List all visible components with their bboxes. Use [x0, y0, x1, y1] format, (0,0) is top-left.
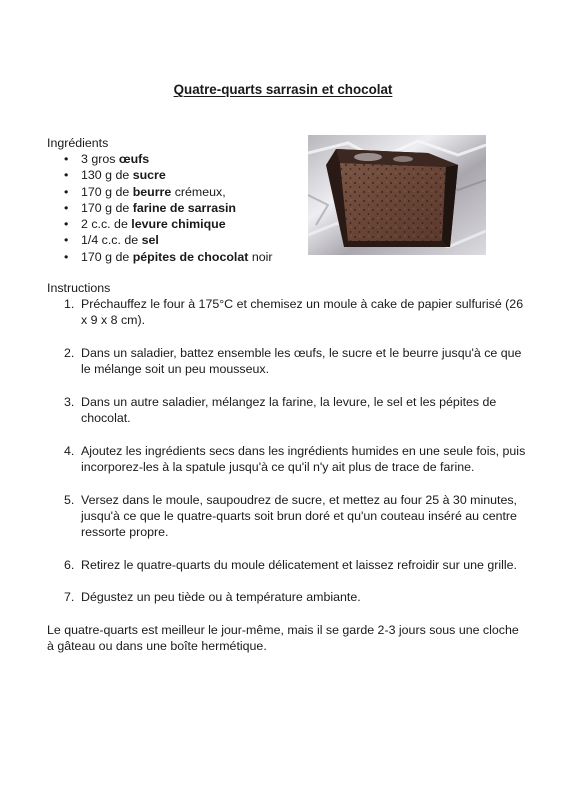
- ingredient-item: • 3 gros œufs: [47, 151, 272, 167]
- ingredients-list: [47, 151, 272, 265]
- instruction-step: 5. Versez dans le moule, saupoudrez de sucre, et mettez au four 25 à 30 minutes, jusqu'à ce que le quatre-quarts soit brun doré et qu'un couteau inséré au centre ressorte propre.: [64, 492, 517, 540]
- instruction-step: 4. Ajoutez les ingrédients secs dans les ingrédients humides en une seule fois, puis incorporez-les à la spatule jusqu'à ce qu'il n'y ait plus de trace de farine.: [64, 443, 526, 474]
- cake-slice-photo: [308, 135, 486, 255]
- instruction-step: 7. Dégustez un peu tiède ou à température ambiante.: [64, 590, 361, 605]
- closing-note: Le quatre-quarts est meilleur le jour-même, mais il se garde 2-3 jours sous une cloche à gâteau ou dans une boîte hermétique.: [47, 623, 519, 654]
- ingredient-item: • 2 c.c. de levure chimique: [47, 216, 272, 232]
- cake-slice-illustration: [308, 135, 486, 255]
- instructions-list: [47, 296, 527, 622]
- ingredient-item: • 1/4 c.c. de sel: [47, 232, 272, 248]
- ingredient-item: • 170 g de farine de sarrasin: [47, 200, 272, 216]
- ingredients-heading: Ingrédients: [47, 136, 109, 150]
- instruction-step: 6. Retirez le quatre-quarts du moule délicatement et laissez refroidir sur une grille.: [64, 557, 517, 572]
- instructions-heading: Instructions: [47, 281, 111, 295]
- ingredient-item: • 170 g de pépites de chocolat noir: [47, 249, 272, 265]
- instruction-step: 2. Dans un saladier, battez ensemble les œufs, le sucre et le beurre jusqu'à ce que le mélange soit un peu mousseux.: [64, 345, 522, 377]
- recipe-title: Quatre-quarts sarrasin et chocolat: [173, 82, 393, 97]
- ingredient-item: • 170 g de beurre crémeux,: [47, 184, 272, 200]
- instruction-step: 3. Dans un autre saladier, mélangez la farine, la levure, le sel et les pépites de chocolat.: [64, 394, 497, 426]
- instruction-step: 1. Préchauffez le four à 175°C et chemisez un moule à cake de papier sulfurisé (26 x 9 x 8 cm).: [64, 297, 524, 328]
- ingredient-item: • 130 g de sucre: [47, 167, 272, 183]
